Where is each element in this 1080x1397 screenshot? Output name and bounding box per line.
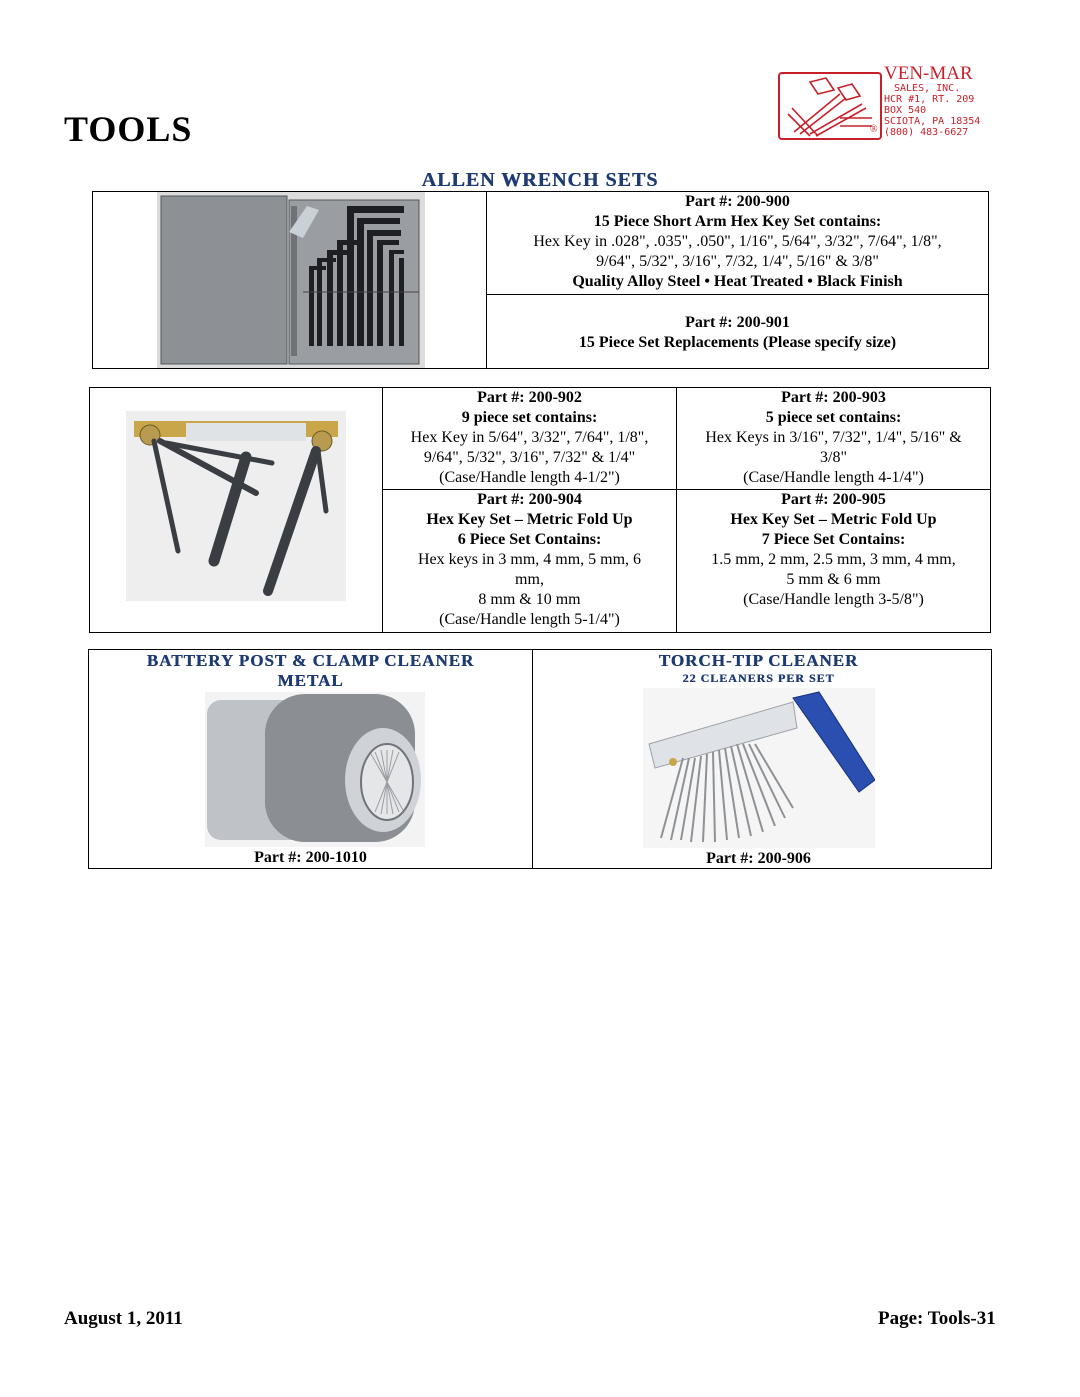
product-name: Hex Key Set – Metric Fold Up bbox=[730, 511, 937, 529]
allen-wrench-heading: ALLEN WRENCH SETS bbox=[421, 169, 659, 191]
part-number: Part #: 200-906 bbox=[706, 850, 811, 867]
logo-company-name: VEN-MAR bbox=[884, 63, 973, 84]
product-description: 9/64", 5/32", 3/16", 7/32, 1/4", 5/16" & 3/8" bbox=[596, 253, 879, 270]
part-number: Part #: 200-1010 bbox=[254, 849, 367, 866]
part-200-904-cell bbox=[383, 490, 677, 633]
logo-line: (800) 483-6627 bbox=[884, 127, 969, 138]
allen-wrench-table bbox=[92, 191, 989, 369]
logo-line: SALES, INC. bbox=[894, 83, 961, 94]
set-count: 6 Piece Set Contains: bbox=[457, 531, 602, 549]
part-number: Part #: 200-901 bbox=[685, 314, 790, 331]
product-description: 8 mm & 10 mm bbox=[478, 591, 581, 609]
hex-key-case-photo-cell bbox=[93, 192, 487, 369]
page-title: TOOLS bbox=[64, 109, 193, 149]
part-number: Part #: 200-904 bbox=[477, 491, 582, 509]
product-description: Hex Key in 5/64", 3/32", 7/64", 1/8", bbox=[410, 429, 649, 446]
part-number: Part #: 200-905 bbox=[781, 491, 886, 509]
product-name: Hex Key Set – Metric Fold Up bbox=[426, 511, 633, 529]
product-features: Quality Alloy Steel • Heat Treated • Black Finish bbox=[572, 273, 903, 290]
battery-cleaner-subheading: METAL bbox=[277, 671, 344, 690]
torch-cleaner-cell bbox=[533, 650, 992, 869]
logo-line: BOX 540 bbox=[884, 105, 927, 116]
footer-date: August 1, 2011 bbox=[64, 1308, 183, 1329]
part-200-900-cell bbox=[487, 192, 989, 295]
logo-line: HCR #1, RT. 209 bbox=[884, 94, 975, 105]
handle-length: (Case/Handle length 5-1/4") bbox=[439, 611, 620, 629]
product-description: 3/8" bbox=[820, 449, 847, 466]
logo-emblem bbox=[778, 72, 882, 140]
cleaner-table bbox=[88, 649, 992, 869]
set-count: 7 Piece Set Contains: bbox=[761, 531, 906, 549]
product-description: Hex Key in .028", .035", .050", 1/16", 5/64", 3/32", 7/64", 1/8", bbox=[533, 233, 942, 250]
registered-mark: ® bbox=[870, 124, 878, 135]
handle-length: (Case/Handle length 4-1/2") bbox=[439, 469, 620, 486]
product-description: 5 mm & 6 mm bbox=[786, 571, 881, 589]
foldup-hex-key-photo bbox=[126, 411, 346, 601]
product-description: Hex keys in 3 mm, 4 mm, 5 mm, 6 bbox=[417, 551, 642, 569]
part-200-901-cell bbox=[487, 295, 989, 369]
handle-length: (Case/Handle length 3-5/8") bbox=[743, 591, 924, 609]
logo-line: SCIOTA, PA 18354 bbox=[884, 116, 981, 127]
battery-cleaner-photo bbox=[205, 692, 425, 847]
product-name: 9 piece set contains: bbox=[461, 409, 598, 426]
product-name: 15 Piece Short Arm Hex Key Set contains: bbox=[593, 213, 882, 230]
product-name: 5 piece set contains: bbox=[765, 409, 902, 426]
foldup-hex-key-table bbox=[89, 387, 991, 633]
hex-key-case-photo bbox=[157, 192, 425, 368]
handle-length: (Case/Handle length 4-1/4") bbox=[743, 469, 924, 486]
part-number: Part #: 200-900 bbox=[685, 193, 790, 210]
footer-page-number: Page: Tools-31 bbox=[878, 1308, 996, 1329]
product-description: Hex Keys in 3/16", 7/32", 1/4", 5/16" & bbox=[705, 429, 962, 446]
torch-cleaner-heading: TORCH-TIP CLEANER bbox=[658, 651, 859, 670]
product-description: 1.5 mm, 2 mm, 2.5 mm, 3 mm, 4 mm, bbox=[711, 551, 956, 569]
product-description: mm, bbox=[515, 571, 544, 589]
company-logo bbox=[778, 63, 1008, 140]
part-200-903-cell bbox=[677, 388, 991, 490]
torch-cleaner-subheading: 22 CLEANERS PER SET bbox=[682, 671, 835, 685]
part-number: Part #: 200-903 bbox=[781, 389, 886, 406]
battery-cleaner-heading: BATTERY POST & CLAMP CLEANER bbox=[146, 651, 475, 670]
product-name: 15 Piece Set Replacements (Please specify size) bbox=[578, 334, 897, 351]
battery-cleaner-cell bbox=[89, 650, 533, 869]
torch-cleaner-photo bbox=[643, 688, 875, 848]
foldup-photo-cell bbox=[90, 388, 383, 633]
product-description: 9/64", 5/32", 3/16", 7/32" & 1/4" bbox=[423, 449, 636, 466]
part-number: Part #: 200-902 bbox=[477, 389, 582, 406]
part-200-902-cell bbox=[383, 388, 677, 490]
part-200-905-cell bbox=[677, 490, 991, 633]
